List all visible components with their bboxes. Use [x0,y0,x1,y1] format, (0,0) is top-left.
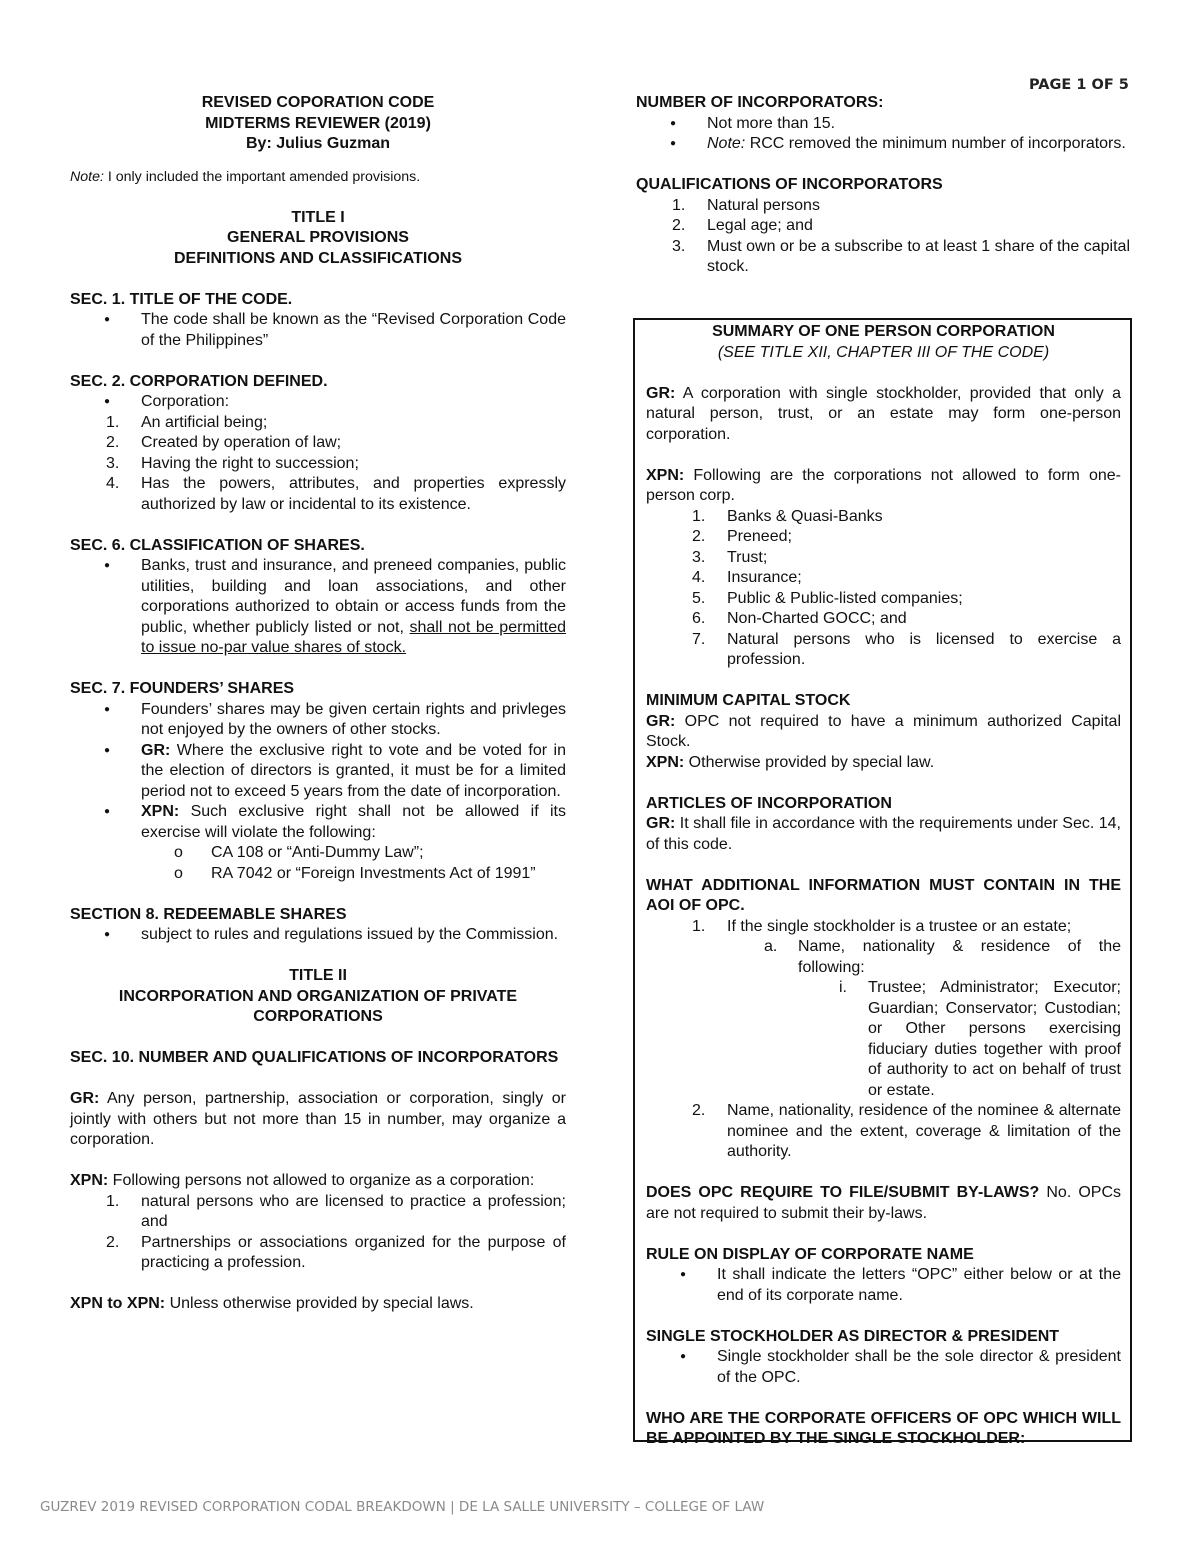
incorporators-bullet-1: ● Not more than 15. [636,114,1130,135]
articles-gr: GR: It shall file in accordance with the requirements under Sec. 14, of this code. [646,815,1121,853]
sec-7-bullet-xpn: ● XPN: Such exclusive right shall not be allowed if its exercise will violate the following: [70,802,566,843]
incorporators-bullet-note: ● Note: RCC removed the minimum number of incorporators. [636,134,1130,155]
sec-2-list [70,392,566,413]
sec-7-list [70,700,566,844]
list-item: 7. Natural persons who is licensed to exercise a profession. [692,630,1121,668]
sec-10-xpn-to-xpn: XPN to XPN: Unless otherwise provided by special laws. [70,1295,474,1312]
document-subtitle: MIDTERMS REVIEWER (2019) [205,114,431,132]
list-item: 2. Name, nationality, residence of the nominee & alternate nominee and the extent, coverage & limitation of the authority. [692,1102,1121,1160]
sec-8-list [70,925,566,946]
title-2-heading: TITLE II [289,967,347,984]
director-list [646,1347,1121,1388]
list-item: a. Name, nationality & residence of the following: [764,938,1121,976]
articles-heading: ARTICLES OF INCORPORATION [646,794,892,812]
sec-10-numbered-list [70,1192,566,1274]
sec-8-heading: SECTION 8. REDEEMABLE SHARES [70,905,347,923]
title-1-subtitle: GENERAL PROVISIONS [227,229,409,246]
sec-7-bullet-gr: ● GR: Where the exclusive right to vote and be voted for in the election of directors is granted, it must be for a limited period not to exceed 5 years from the date of incorporation. [70,741,566,803]
director-heading: SINGLE STOCKHOLDER AS DIRECTOR & PRESIDENT [646,1327,1060,1345]
intro-note [70,167,566,188]
intro-note-text: I only included the important amended provisions. [103,168,421,185]
page-number: PAGE 1 OF 5 [1029,77,1129,93]
sec-7-bullet-1: ● Founders’ shares may be given certain rights and privleges not enjoyed by the owners of other stocks. [70,700,566,741]
title-2-subtitle: INCORPORATION AND ORGANIZATION OF PRIVATE CORPORATIONS [118,987,518,1025]
sec-6-heading: SEC. 6. CLASSIFICATION OF SHARES. [70,536,365,554]
title-2-block [70,966,566,1028]
opc-title: SUMMARY OF ONE PERSON CORPORATION [712,323,1055,340]
list-item: 3. Having the right to succession; [106,454,359,472]
sec-10-heading: SEC. 10. NUMBER AND QUALIFICATIONS OF INCORPORATORS [70,1049,559,1066]
sec-6-bullet: ● Banks, trust and insurance, and preneed companies, public utilities, building and loan associations, and other corporations authorized to obtain or access funds from the public, whether publicly listed or not, shall not be permitted to issue no-par value shares of stock. [70,556,566,659]
additional-info-sub-list [646,937,1121,978]
opc-xpn-list [646,507,1121,671]
list-item: 4. Has the powers, attributes, and properties expressly authorized by law or incidental to its existence. [106,475,566,513]
list-item: 2. Created by operation of law; [106,434,342,451]
sec-2-bullet: ● Corporation: [70,392,566,413]
name-rule-bullet: ● It shall indicate the letters “OPC” either below or at the end of its corporate name. [646,1265,1121,1306]
list-item: 6. Non-Charted GOCC; and [692,610,907,627]
list-item: o CA 108 or “Anti-Dummy Law”; [174,844,424,861]
additional-info-list-2 [646,1101,1121,1163]
sec-7-sub-list [70,843,566,884]
document-author: By: Julius Guzman [245,135,391,152]
sec-1-list [70,310,566,351]
list-item: i. Trustee; Administrator; Executor; Guardian; Conservator; Custodian; or Other persons exercising fiduciary duties together with proof of authority to act on behalf of trust or estate. [839,979,1121,1099]
list-item: 1. natural persons who are licensed to practice a profession; and [106,1192,566,1230]
list-item: o RA 7042 or “Foreign Investments Act of 1991” [174,864,536,882]
name-rule-list [646,1265,1121,1306]
list-item: 2. Preneed; [692,528,792,545]
opc-subtitle: (SEE TITLE XII, CHAPTER III OF THE CODE) [717,343,1050,361]
left-column [70,93,566,1315]
sec-6-list [70,556,566,659]
sec-2-numbered-list [70,413,566,516]
bylaws-paragraph: DOES OPC REQUIRE TO FILE/SUBMIT BY-LAWS? No. OPCs are not required to submit their by-laws. [646,1184,1122,1222]
additional-info-sub-sub-list [646,978,1121,1101]
list-item: 1. If the single stockholder is a trustee or an estate; [692,917,1072,935]
capital-xpn: XPN: Otherwise provided by special law. [646,753,935,771]
sec-8-bullet: ● subject to rules and regulations issued by the Commission. [70,925,566,946]
sec-6-underlined-text: shall not be permitted to issue no-par value shares of stock. [141,618,566,656]
intro-note-label: Note: [70,168,104,185]
opc-gr: GR: A corporation with single stockholder, provided that only a natural person, trust, or an estate may form one-person corporation. [646,384,1121,443]
sec-10-xpn: XPN: Following persons not allowed to organize as a corporation: [70,1172,535,1189]
list-item: 3. Trust; [692,548,768,566]
additional-info-list [646,917,1121,938]
list-item: 3. Must own or be a subscribe to at least 1 share of the capital stock. [672,237,1130,275]
title-1-block [70,208,566,270]
qualifications-heading: QUALIFICATIONS OF INCORPORATORS [636,176,943,193]
name-rule-heading: RULE ON DISPLAY OF CORPORATE NAME [646,1245,974,1263]
opc-summary-box [633,318,1132,1447]
officers-heading: WHO ARE THE CORPORATE OFFICERS OF OPC WHICH WILL BE APPOINTED BY THE SINGLE STOCKHOLDER: [646,1409,1121,1447]
incorporators-heading: NUMBER OF INCORPORATORS: [636,94,884,111]
capital-heading: MINIMUM CAPITAL STOCK [646,692,851,709]
sec-7-heading: SEC. 7. FOUNDERS’ SHARES [70,680,295,697]
sec-1-heading: SEC. 1. TITLE OF THE CODE. [70,290,293,308]
list-item: 5. Public & Public-listed companies; [692,589,963,607]
list-item: 1. Banks & Quasi-Banks [692,507,883,525]
list-item: 4. Insurance; [692,569,802,586]
qualifications-list [636,196,1130,278]
list-item: 2. Partnerships or associations organized for the purpose of practicing a profession. [106,1233,566,1271]
sec-1-bullet: ● The code shall be known as the “Revised Corporation Code of the Philippines” [70,310,566,351]
title-1-heading: TITLE I [291,208,345,226]
sec-2-heading: SEC. 2. CORPORATION DEFINED. [70,372,328,390]
sec-10-gr: GR: Any person, partnership, association or corporation, singly or jointly with others but not more than 15 in number, may organize a corporation. [70,1090,566,1148]
capital-gr: GR: OPC not required to have a minimum authorized Capital Stock. [646,712,1121,750]
incorporators-list [636,114,1130,155]
list-item: 2. Legal age; and [672,217,813,234]
opc-xpn: XPN: Following are the corporations not allowed to form one-person corp. [646,466,1121,504]
director-bullet: ● Single stockholder shall be the sole director & president of the OPC. [646,1347,1121,1388]
list-item: 1. An artificial being; [106,413,268,431]
document-title: REVISED COPORATION CODE [201,94,435,111]
page-footer: GUZREV 2019 REVISED CORPORATION CODAL BREAKDOWN | DE LA SALLE UNIVERSITY – COLLEGE OF LAW [40,1499,765,1515]
additional-info-heading: WHAT ADDITIONAL INFORMATION MUST CONTAIN IN THE AOI OF OPC. [646,876,1121,914]
list-item: 1. Natural persons [672,196,820,214]
title-1-subtitle-2: DEFINITIONS AND CLASSIFICATIONS [174,249,462,267]
right-column [636,93,1130,278]
